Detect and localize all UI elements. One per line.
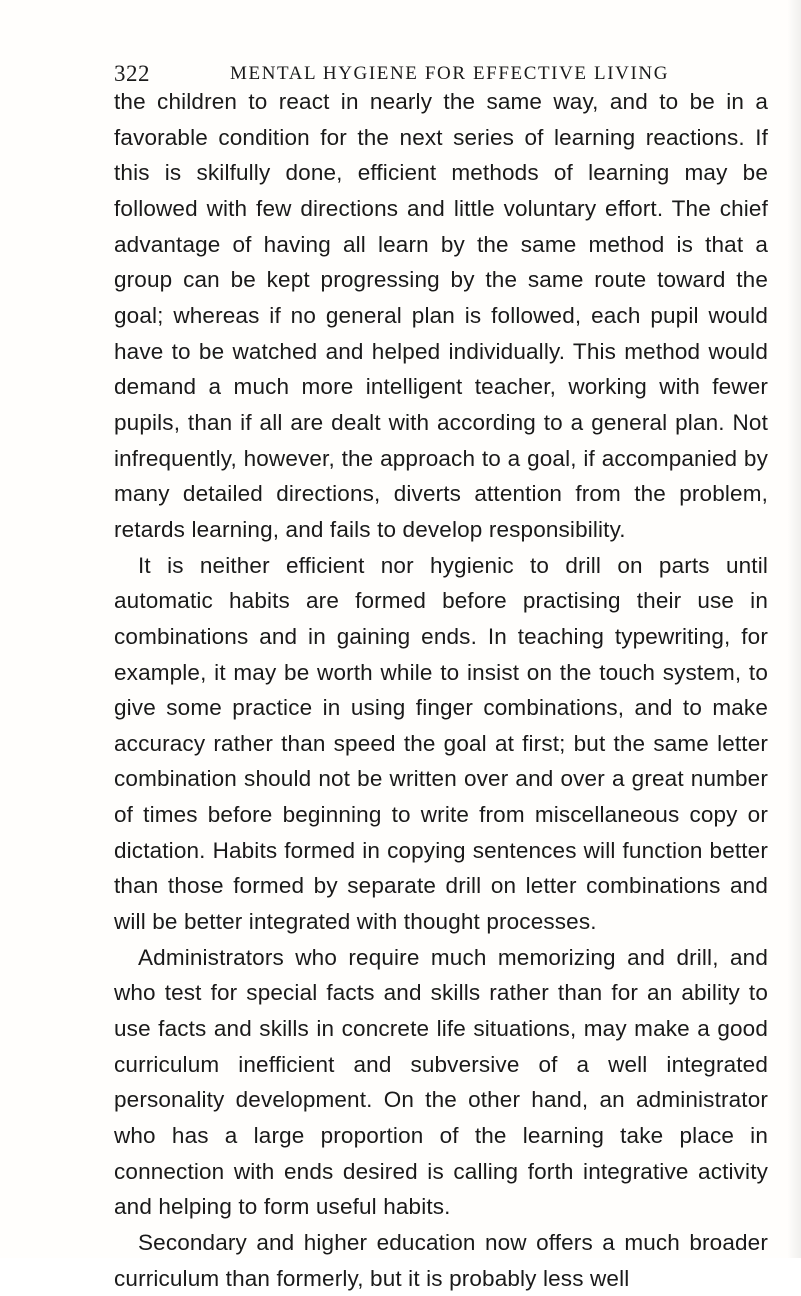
paragraph-1: the children to react in nearly the same way, and to be in a favorable condition for the next series of learning reactions. If this is skilfully done, efficient methods of learning may be followed with few directions and little voluntary effort. The chief advantage of having all learn by the same method is that a group can be kept progressing by the same route toward the goal; whereas if no general plan is followed, each pupil would have to be watched and helped individually. This method would demand a much more intelligent teacher, working with fewer pupils, than if all are dealt with according to a general plan. Not infrequently, however, the approach to a goal, if accompanied by many detailed directions, diverts attention from the problem, retards learning, and fails to develop responsibility. — [114, 89, 768, 542]
paragraph-2: It is neither efficient nor hygienic to drill on parts until automatic habits are formed before practising their use in combinations and in gaining ends. In teaching typewriting, for example, it may be worth while to insist on the touch system, to give some practice in using finger combinations, and to make accuracy rather than speed the goal at first; but the same letter combination should not be written over and over a great number of times before beginning to write from miscellaneous copy or dictation. Habits formed in copying sentences will function better than those formed by separate drill on letter combinations and will be better integrated with thought processes. — [114, 552, 768, 935]
page-edge-shadow — [787, 0, 801, 1258]
running-head: MENTAL HYGIENE FOR EFFECTIVE LIVING — [230, 63, 670, 84]
section-lead-phrase: Secondary and higher education — [138, 1230, 476, 1255]
page-number: 322 — [114, 61, 150, 86]
paragraph-4 — [114, 1225, 768, 1296]
body-text — [114, 84, 768, 1296]
paragraph-3: Administrators who require much memorizing and drill, and who test for special facts and skills rather than for an ability to use facts and skills in concrete life situations, may make a good curriculum inefficient and subversive of a well integrated personality development. On the other hand, an administrator who has a large proportion of the learning take place in connection with ends desired is calling forth integrative activity and helping to form useful habits. — [114, 944, 768, 1220]
paragraph-4-text: now offers a much broader curriculum than formerly, but it is probably less well — [114, 1230, 768, 1291]
